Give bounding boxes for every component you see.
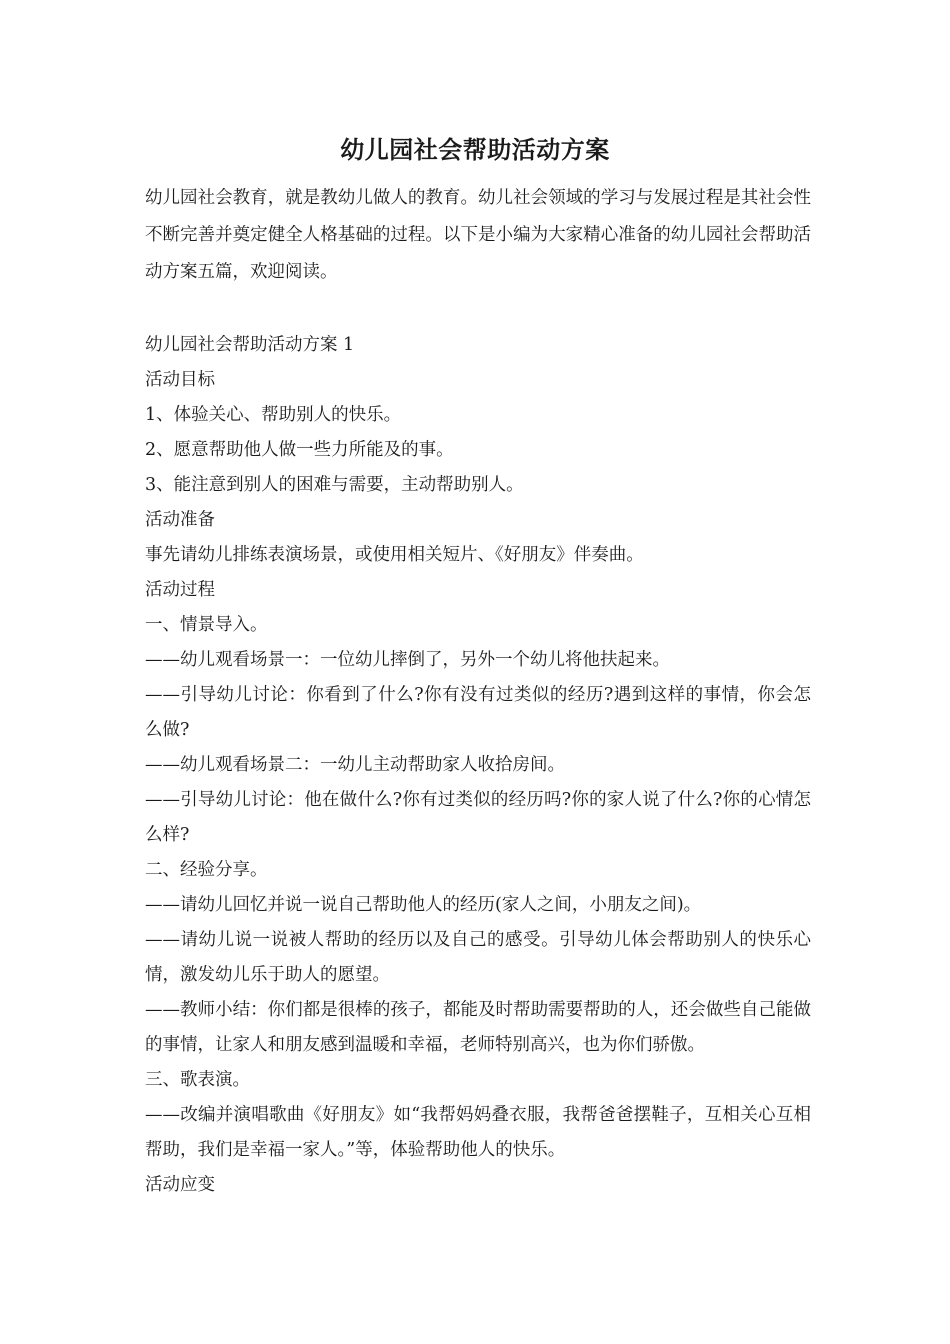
document-body <box>145 328 811 1203</box>
subheading-process: 活动过程 <box>145 580 215 600</box>
process-item: ——引导幼儿讨论：他在做什么?你有过类似的经历吗?你的家人说了什么?你的心情怎么样? <box>145 790 811 845</box>
step-heading: 一、情景导入。 <box>145 615 268 635</box>
goal-item: 3、能注意到别人的困难与需要，主动帮助别人。 <box>145 475 524 495</box>
subheading-preparation: 活动准备 <box>145 510 215 530</box>
process-item: ——教师小结：你们都是很棒的孩子，都能及时帮助需要帮助的人，还会做些自己能做的事情，让家人和朋友感到温暖和幸福，老师特别高兴，也为你们骄傲。 <box>145 1000 811 1055</box>
process-item: ——改编并演唱歌曲《好朋友》如“我帮妈妈叠衣服，我帮爸爸摆鞋子，互相关心互相帮助，我们是幸福一家人。”等，体验帮助他人的快乐。 <box>145 1105 811 1160</box>
process-item: ——请幼儿说一说被人帮助的经历以及自己的感受。引导幼儿体会帮助别人的快乐心情，激发幼儿乐于助人的愿望。 <box>145 930 811 985</box>
goal-item: 2、愿意帮助他人做一些力所能及的事。 <box>145 440 454 460</box>
process-item: ——幼儿观看场景二：一幼儿主动帮助家人收拾房间。 <box>145 755 565 775</box>
section-heading: 幼儿园社会帮助活动方案 1 <box>145 335 355 355</box>
intro-paragraph: 幼儿园社会教育，就是教幼儿做人的教育。幼儿社会领域的学习与发展过程是其社会性不断完善并奠定健全人格基础的过程。以下是小编为大家精心准备的幼儿园社会帮助活动方案五篇，欢迎阅读。 <box>145 188 811 282</box>
goal-item: 1、体验关心、帮助别人的快乐。 <box>145 405 402 425</box>
subheading-adaptation: 活动应变 <box>145 1175 215 1195</box>
step-heading: 三、歌表演。 <box>145 1070 250 1090</box>
process-item: ——引导幼儿讨论：你看到了什么?你有没有过类似的经历?遇到这样的事情，你会怎么做? <box>145 685 811 740</box>
preparation-text: 事先请幼儿排练表演场景，或使用相关短片、《好朋友》伴奏曲。 <box>145 545 644 565</box>
process-item: ——请幼儿回忆并说一说自己帮助他人的经历(家人之间，小朋友之间)。 <box>145 895 702 915</box>
process-item: ——幼儿观看场景一：一位幼儿摔倒了，另外一个幼儿将他扶起来。 <box>145 650 670 670</box>
document-title: 幼儿园社会帮助活动方案 <box>340 135 610 164</box>
subheading-goals: 活动目标 <box>145 370 215 390</box>
step-heading: 二、经验分享。 <box>145 860 268 880</box>
